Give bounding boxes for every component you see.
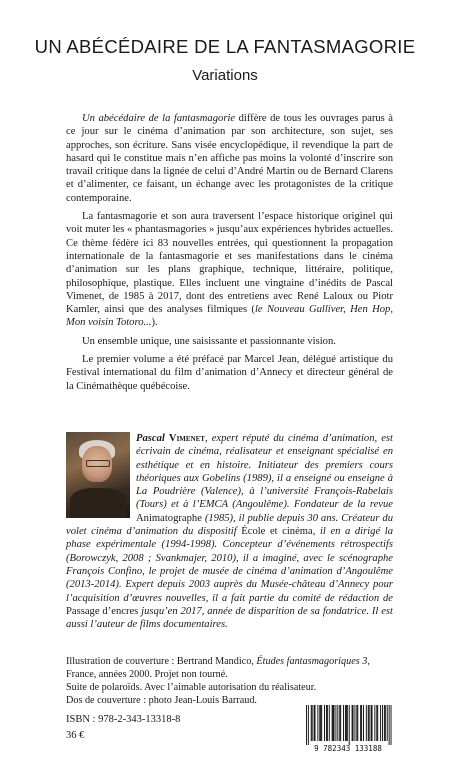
credit-1b: , France, années 2000. Projet non tourné. xyxy=(66,656,370,680)
film-titles-italic: le Nouveau Gulliver, Hen Hop, Mon voisin Totoro... xyxy=(66,304,393,329)
book-title: UN ABÉCÉDAIRE DE LA FANTASMAGORIE xyxy=(34,36,416,57)
barcode-bar xyxy=(352,705,353,741)
barcode-bar xyxy=(339,705,340,741)
isbn: ISBN : 978-2-343-13318-8 xyxy=(66,714,181,725)
bio-text-b: (1985), il publie depuis 30 ans. Créateur du volet cinéma d’animation du dispositif xyxy=(66,512,393,538)
barcode-bar xyxy=(366,705,367,741)
barcode-bar xyxy=(382,705,383,741)
bio-text-c: , il en a dirigé la phase expérimentale (1994-1998). Concepteur d’événements rétrospectifs (Borowczyk, 2008 ; Svankmajer, 2010), il a imaginé, avec le scénographe François Confino, le projet de musée de cinéma d’animation d’Angoulême (2013-2014). Expert depuis 2003 auprès du Musée-château d’Annecy pour l’acquisition d’œuvres nouvelles, il a fait partie du comité de rédaction de xyxy=(66,526,393,604)
cover-credits xyxy=(66,655,393,707)
barcode xyxy=(300,705,396,752)
barcode-bar xyxy=(329,705,330,741)
barcode-bar xyxy=(333,705,334,741)
credit-line-2: Suite de polaroïds. Avec l’aimable autorisation du réalisateur. xyxy=(66,682,317,693)
bio-text-d: jusqu’en 2017, année de disparition de sa fondatrice. Il est aussi l’auteur de films documentaires. xyxy=(66,605,393,631)
barcode-bar xyxy=(354,705,355,741)
bio-text-a: , expert réputé du cinéma d’animation, est écrivain de cinéma, réalisateur et enseignant spécialisé en esthétique et en histoire. Initiateur des premiers cours théoriques aux Gobelins (1989), il a enseigné ou enseigne à La Poudrière (Valence), à l’université François-Rabelais (Tours) et à l’EMCA (Angoulême). Fondateur de la revue xyxy=(136,433,394,511)
author-name-last: Vimenet xyxy=(168,433,205,444)
barcode-bar xyxy=(335,705,336,741)
book-name-italic: Un abécédaire de la fantasmagorie xyxy=(82,113,236,124)
barcode-bar xyxy=(361,705,362,741)
barcode-bar xyxy=(368,705,369,741)
blurb-paragraph-3: Un ensemble unique, une saisissante et passionnante vision. xyxy=(82,335,336,347)
barcode-bar xyxy=(371,705,372,741)
blurb-paragraph-2 xyxy=(66,210,393,330)
barcode-bar xyxy=(346,705,347,741)
barcode-bar xyxy=(376,705,377,741)
barcode-bar xyxy=(360,705,361,741)
barcode-bar xyxy=(337,705,338,741)
barcode-bar xyxy=(374,705,375,741)
barcode-bar xyxy=(389,705,390,745)
barcode-bar xyxy=(332,705,333,741)
credit-line-1 xyxy=(66,655,393,681)
blurb-paragraph-4: Le premier volume a été préfacé par Marcel Jean, délégué artistique du Festival international du film d’animation d’Annecy et directeur général de la Cinémathèque québécoise. xyxy=(66,354,393,392)
barcode-bar xyxy=(391,705,392,745)
blurb xyxy=(66,112,393,398)
barcode-bar xyxy=(326,705,327,741)
barcode-bars xyxy=(300,705,396,752)
barcode-bar xyxy=(324,705,325,741)
price: 36 € xyxy=(66,730,85,741)
barcode-bar xyxy=(363,705,364,741)
barcode-bar xyxy=(340,705,341,741)
bio-passage: Passage d’encres xyxy=(66,605,139,617)
barcode-bar xyxy=(311,705,312,741)
barcode-bar xyxy=(319,705,320,741)
barcode-bar xyxy=(349,705,350,745)
barcode-bar xyxy=(380,705,381,741)
blurb-p2-end: ). xyxy=(151,317,158,329)
barcode-bar xyxy=(345,705,346,741)
barcode-bar xyxy=(357,705,358,741)
barcode-bar xyxy=(347,705,348,741)
blurb-p1-text: diffère de tous les ouvrages parus à ce jour sur le cinéma d’animation par son architecture, son sujet, ses approches, son écriture. Sans visée encyclopédique, il revendique la part de hasard qui le constitue mais n’en affiche pas moins la volonté d’inscrire son travail critique dans la lignée de celui d’André Martin ou de Bernard Clarens et d’alimenter, ce faisant, un échange avec les protagonistes de la critique contemporaine. xyxy=(66,113,393,204)
author-bio xyxy=(66,432,393,631)
barcode-bar xyxy=(343,705,344,741)
barcode-bar xyxy=(334,705,335,741)
barcode-bar xyxy=(317,705,318,741)
barcode-bar xyxy=(384,705,385,741)
barcode-bar xyxy=(372,705,373,741)
credit-1-italic: Études fantasmagoriques 3 xyxy=(256,656,368,667)
bio-revue: Animatographe xyxy=(136,512,202,524)
barcode-bar xyxy=(327,705,328,741)
blurb-paragraph-1 xyxy=(66,112,393,205)
barcode-bar xyxy=(353,705,354,741)
blurb-p2-text: La fantasmagorie et son aura traversent l’espace historique originel qui voit muter les « phantasmagories » jusqu’aux expériences hybrides actuelles. Ce thème fédère ici 83 nouvelles entrées, qui questionnent la propagation internationale de la fantasmagorie et ses manifestations dans le cinéma d’animation sur les plans graphique, technique, littéraire, politique, philosophique, plastique. Elles incluent une vingtaine d’inédits de Pascal Vimenet, de 1985 à 2017, dont des entretiens avec René Laloux ou Piotr Kamler, ainsi que des analyses filmiques ( xyxy=(66,211,393,316)
barcode-digits: 9 782343 133188 xyxy=(314,744,382,752)
barcode-bar xyxy=(306,705,307,745)
isbn-block xyxy=(66,712,180,744)
barcode-bar xyxy=(369,705,370,741)
barcode-bar xyxy=(385,705,386,741)
barcode-bar xyxy=(315,705,316,741)
barcode-bar xyxy=(387,705,388,741)
bio-ecole: École et cinéma xyxy=(241,526,313,538)
credit-1a: Illustration de couverture : Bertrand Mandico, xyxy=(66,656,257,667)
barcode-bar xyxy=(314,705,315,741)
barcode-bar xyxy=(308,705,309,745)
book-subtitle: Variations xyxy=(192,67,258,84)
barcode-bar xyxy=(356,705,357,741)
author-name-first: Pascal xyxy=(136,433,169,444)
barcode-bar xyxy=(321,705,322,741)
barcode-bar xyxy=(320,705,321,741)
barcode-bar xyxy=(377,705,378,741)
barcode-bar xyxy=(312,705,313,741)
credit-line-3: Dos de couverture : photo Jean-Louis Barraud. xyxy=(66,695,257,706)
